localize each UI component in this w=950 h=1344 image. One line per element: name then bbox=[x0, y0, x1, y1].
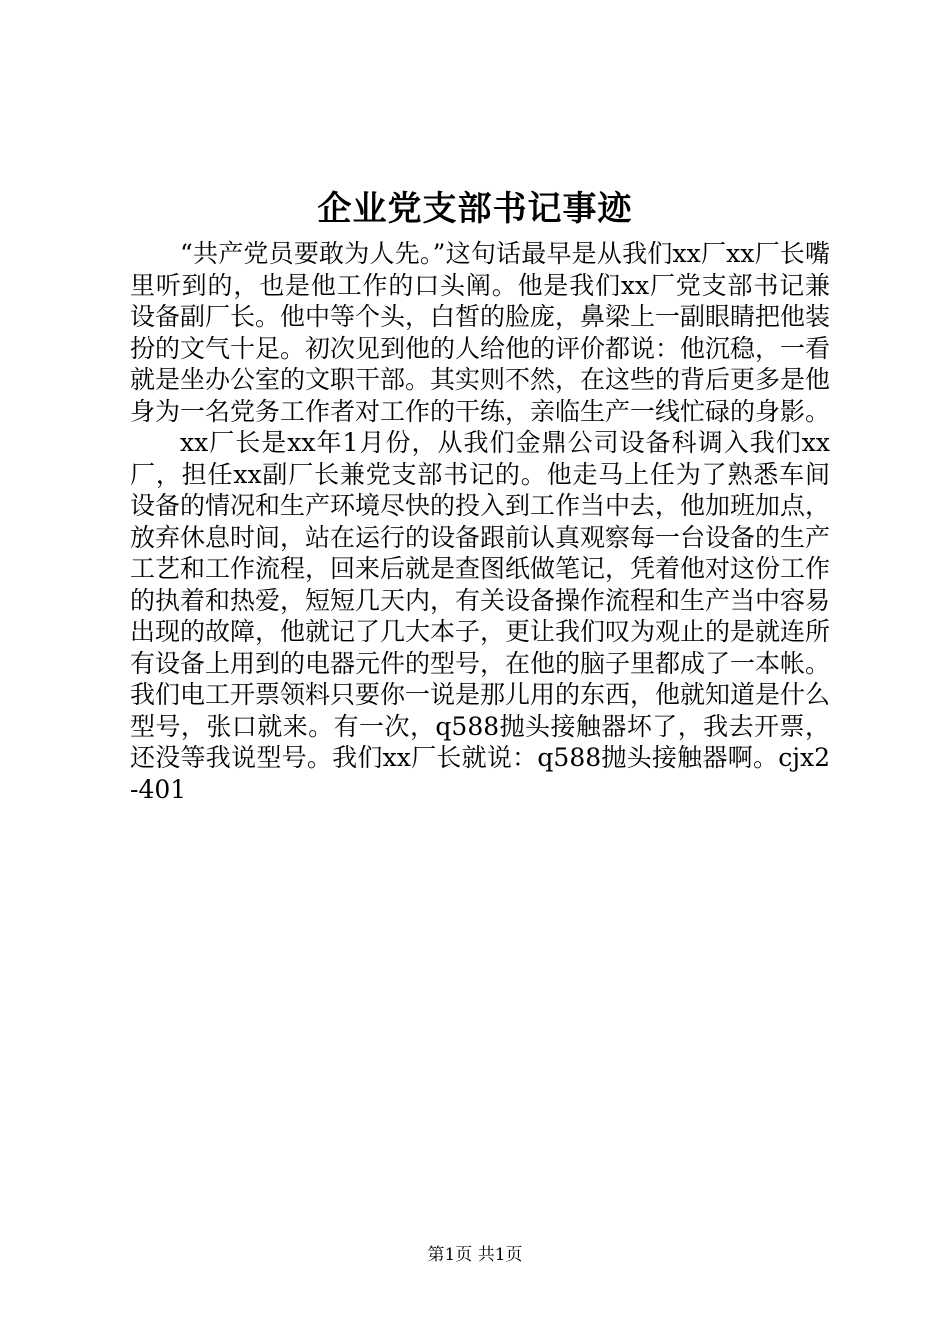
page-footer: 第1页 共1页 bbox=[427, 1245, 523, 1265]
paragraph-1: “共产党员要敢为人先。”这句话最早是从我们xx厂xx厂长嘴里听到的，也是他工作的口头阐。他是我们xx厂党支部书记兼设备副厂长。他中等个头，白皙的脸庞，鼻梁上一副眼睛把他装扮的文气十足。初次见到他的人给他的评价都说：他沉稳，一看就是坐办公室的文职干部。其实则不然，在这些的背后更多是他身为一名党务工作者对工作的干练，亲临生产一线忙碌的身影。 bbox=[130, 239, 831, 426]
document-title: 企业党支部书记事迹 bbox=[317, 189, 633, 229]
paragraph-2: xx厂长是xx年1月份，从我们金鼎公司设备科调入我们xx厂，担任xx副厂长兼党支部书记的。他走马上任为了熟悉车间设备的情况和生产环境尽快的投入到工作当中去，他加班加点，放弃休息时间，站在运行的设备跟前认真观察每一台设备的生产工艺和工作流程，回来后就是查图纸做笔记，凭着他对这份工作的执着和热爱，短短几天内，有关设备操作流程和生产当中容易出现的故障，他就记了几大本子，更让我们叹为观止的是就连所有设备上用到的电器元件的型号，在他的脑子里都成了一本帐。我们电工开票领料只要你一说是那儿用的东西，他就知道是什么型号，张口就来。有一次，q588抛头接触器坏了，我去开票，还没等我说型号。我们xx厂长就说：q588抛头接触器啊。cjx2-401 bbox=[130, 428, 831, 804]
document-body bbox=[130, 238, 830, 805]
